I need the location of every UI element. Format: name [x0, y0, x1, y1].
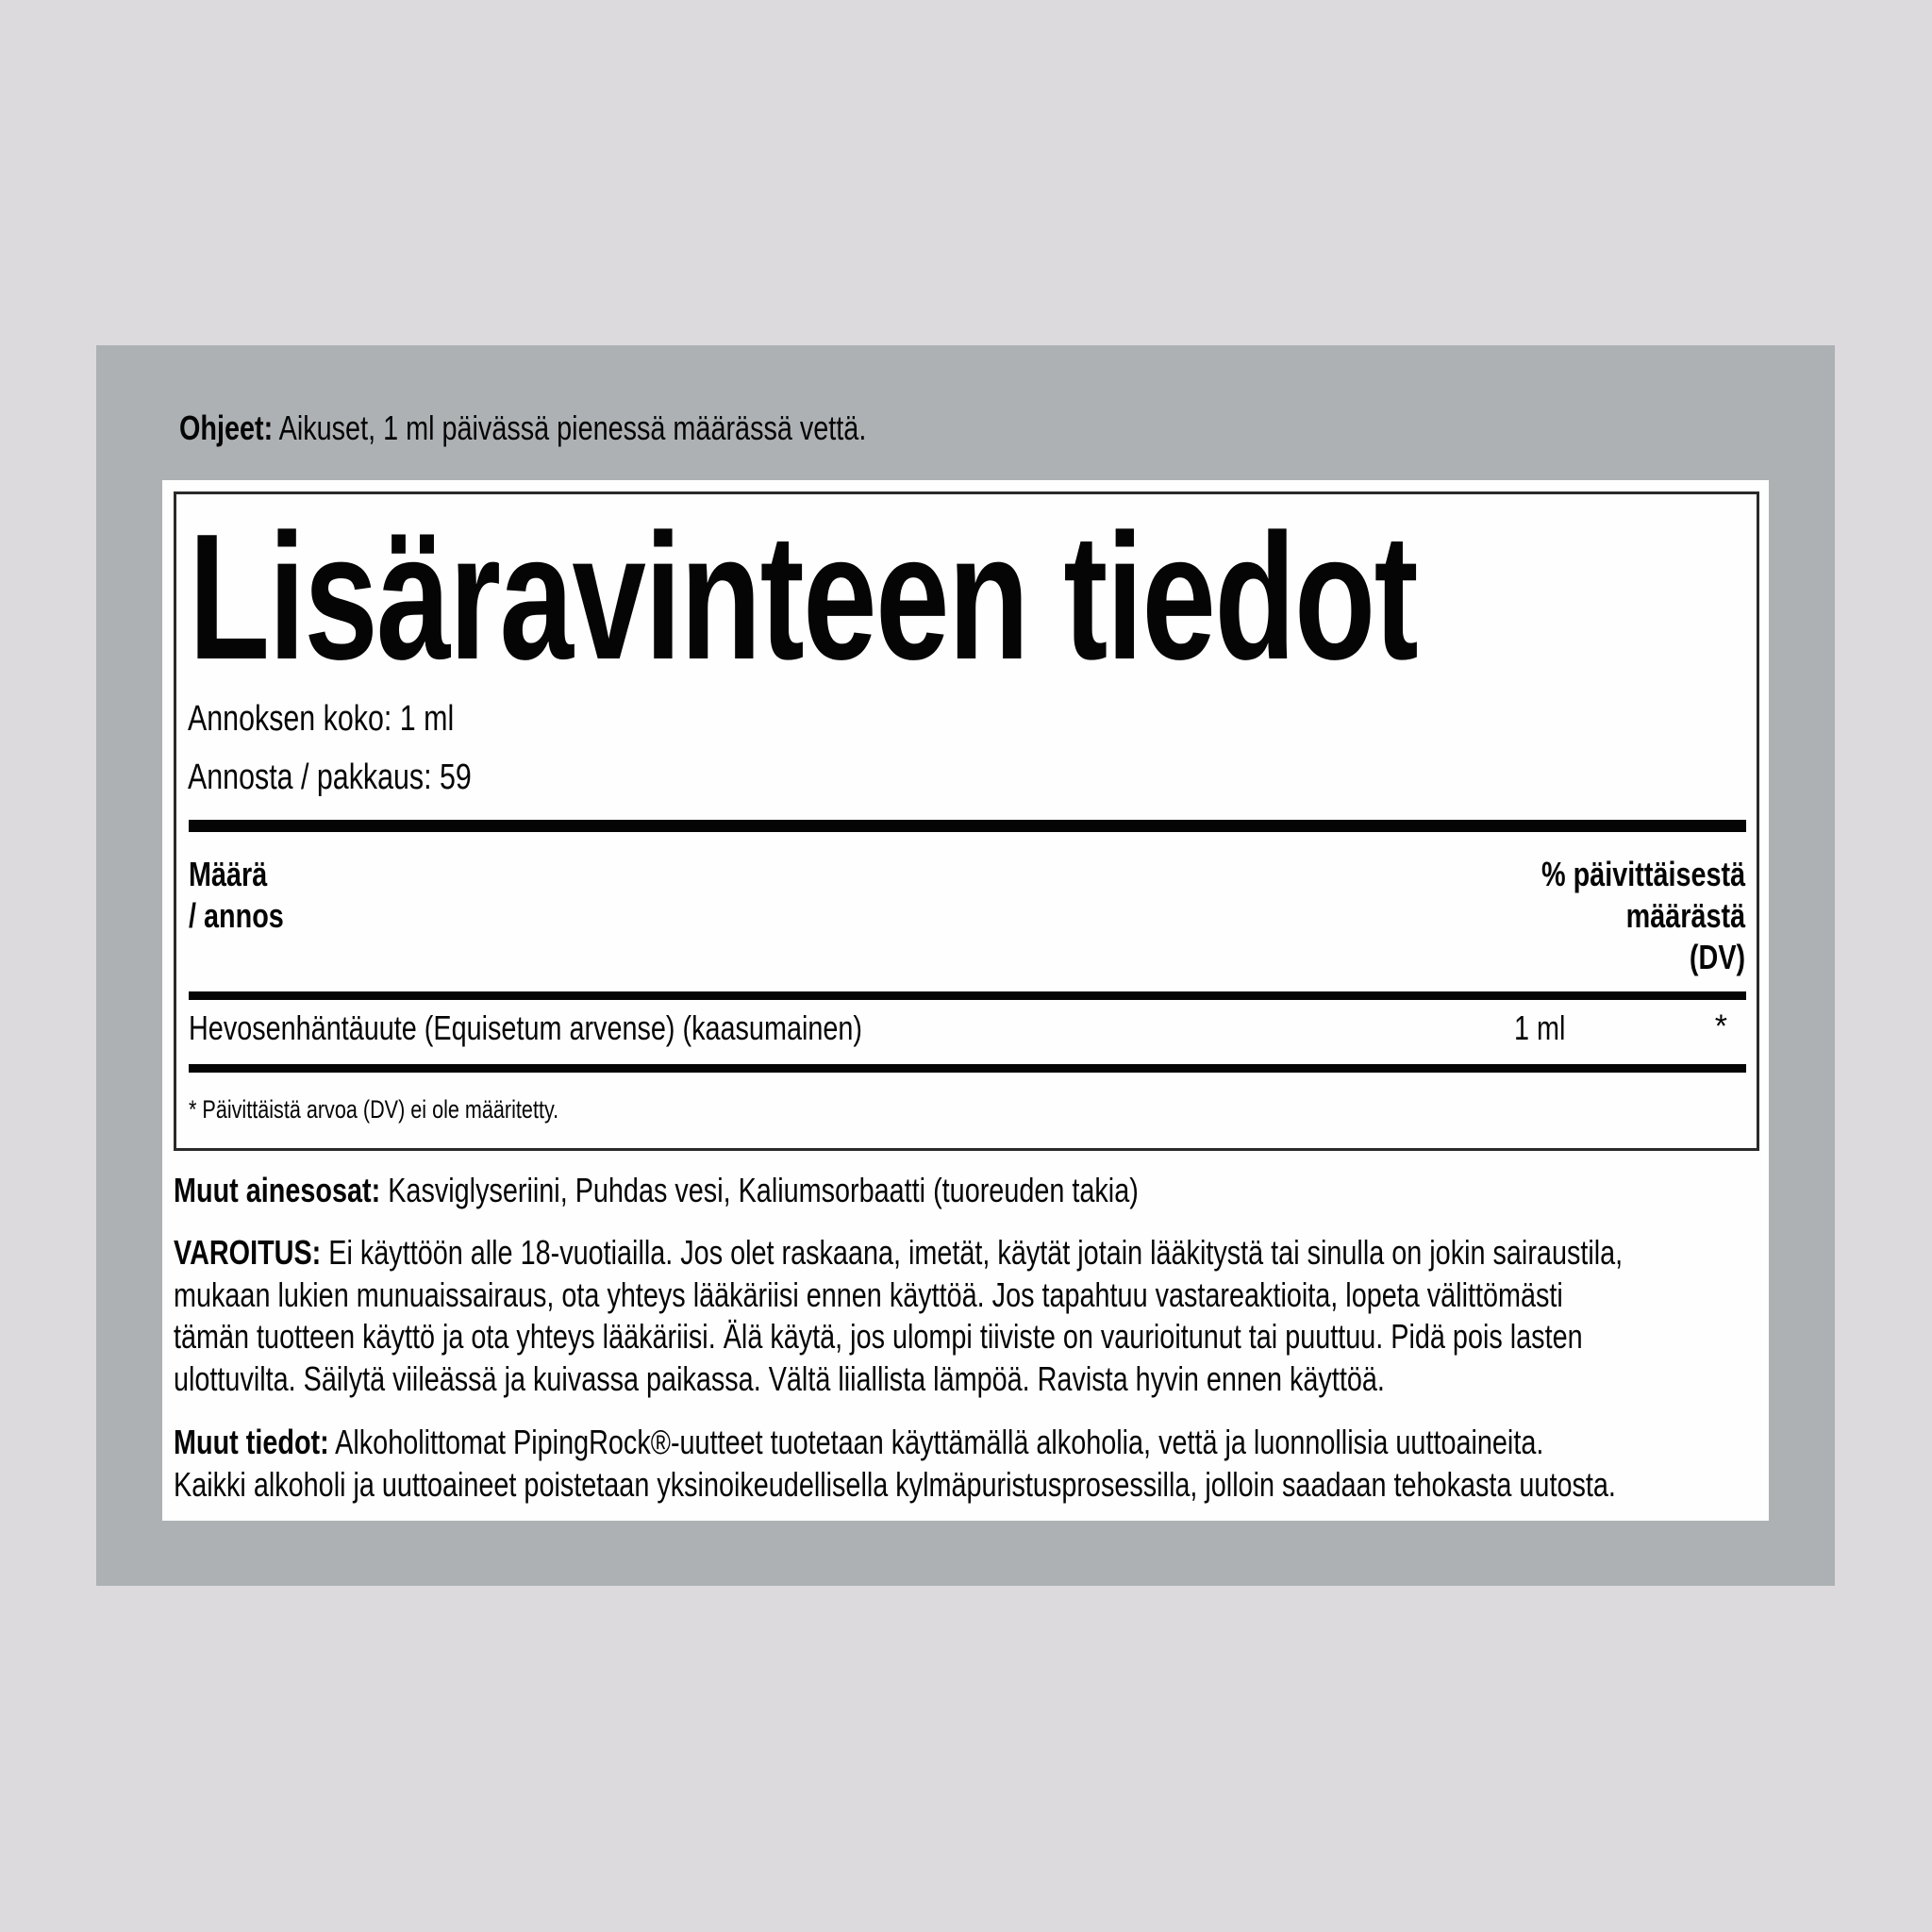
directions-label: Ohjeet: — [179, 408, 274, 447]
header-divider — [189, 991, 1746, 1000]
servings-per-container: Annosta / pakkaus: 59 — [188, 758, 472, 797]
warning-line-1: Ei käyttöön alle 18-vuotiailla. Jos olet raskaana, imetät, käytät jotain lääkitystä tai sinulla on jokin sairaustila, — [321, 1233, 1624, 1272]
row-divider — [189, 1064, 1746, 1073]
dv-header-line2: määrästä — [1625, 896, 1745, 935]
table-row — [189, 1008, 1746, 1055]
ingredient-dv: * — [1714, 1008, 1727, 1044]
other-info-label: Muut tiedot: — [174, 1423, 329, 1461]
other-info-line-2: Kaikki alkoholi ja uuttoaineet poistetaan yksinoikeudellisella kylmäpuristusprosessilla, jolloin saadaan tehokasta uutosta. — [174, 1464, 1616, 1504]
daily-value-header — [1541, 854, 1745, 978]
ingredient-amount: 1 ml — [1514, 1008, 1566, 1047]
directions-text: Aikuset, 1 ml päivässä pienessä määrässä vettä. — [273, 408, 867, 447]
other-info-line-1: Alkoholittomat PipingRock®-uutteet tuotetaan käyttämällä alkoholia, vettä ja luonnollisia uuttoaineita. — [328, 1423, 1544, 1461]
directions — [179, 408, 866, 449]
warning-line-2: mukaan lukien munuaissairaus, ota yhteys lääkäriisi ennen käyttöä. Jos tapahtuu vastareaktioita, lopeta välittömästi — [174, 1274, 1563, 1314]
amount-header-line1: Määrä — [189, 855, 268, 893]
amount-per-serving-header — [189, 854, 284, 937]
warning-label: VAROITUS: — [174, 1233, 322, 1272]
warning-line-4: ulottuvilta. Säilytä viileässä ja kuivassa paikassa. Vältä liiallista lämpöä. Ravista hyvin ennen käyttöä. — [174, 1358, 1385, 1398]
warning — [174, 1232, 1747, 1400]
other-info — [174, 1422, 1747, 1506]
other-ingredients-label: Muut ainesosat: — [174, 1171, 381, 1209]
warning-line-3: tämän tuotteen käyttö ja ota yhteys lääkäriisi. Älä käytä, jos ulompi tiiviste on vaurioitunut tai puuttuu. Pidä pois lasten — [174, 1317, 1583, 1356]
serving-size: Annoksen koko: 1 ml — [188, 699, 455, 739]
ingredient-name: Hevosenhäntäuute (Equisetum arvense) (kaasumainen) — [189, 1008, 862, 1047]
supplement-facts-box — [174, 491, 1759, 1151]
dv-header-line3: (DV) — [1689, 938, 1745, 976]
dv-header-line1: % päivittäisestä — [1541, 855, 1745, 893]
thick-divider — [189, 820, 1746, 832]
amount-header-line2: / annos — [189, 896, 284, 935]
dv-footnote: * Päivittäistä arvoa (DV) ei ole määritetty. — [189, 1095, 559, 1124]
other-ingredients — [174, 1170, 1747, 1212]
supplement-facts-title: Lisäravinteen tiedot — [189, 497, 1418, 697]
other-ingredients-text: Kasviglyseriini, Puhdas vesi, Kaliumsorbaatti (tuoreuden takia) — [380, 1171, 1139, 1209]
